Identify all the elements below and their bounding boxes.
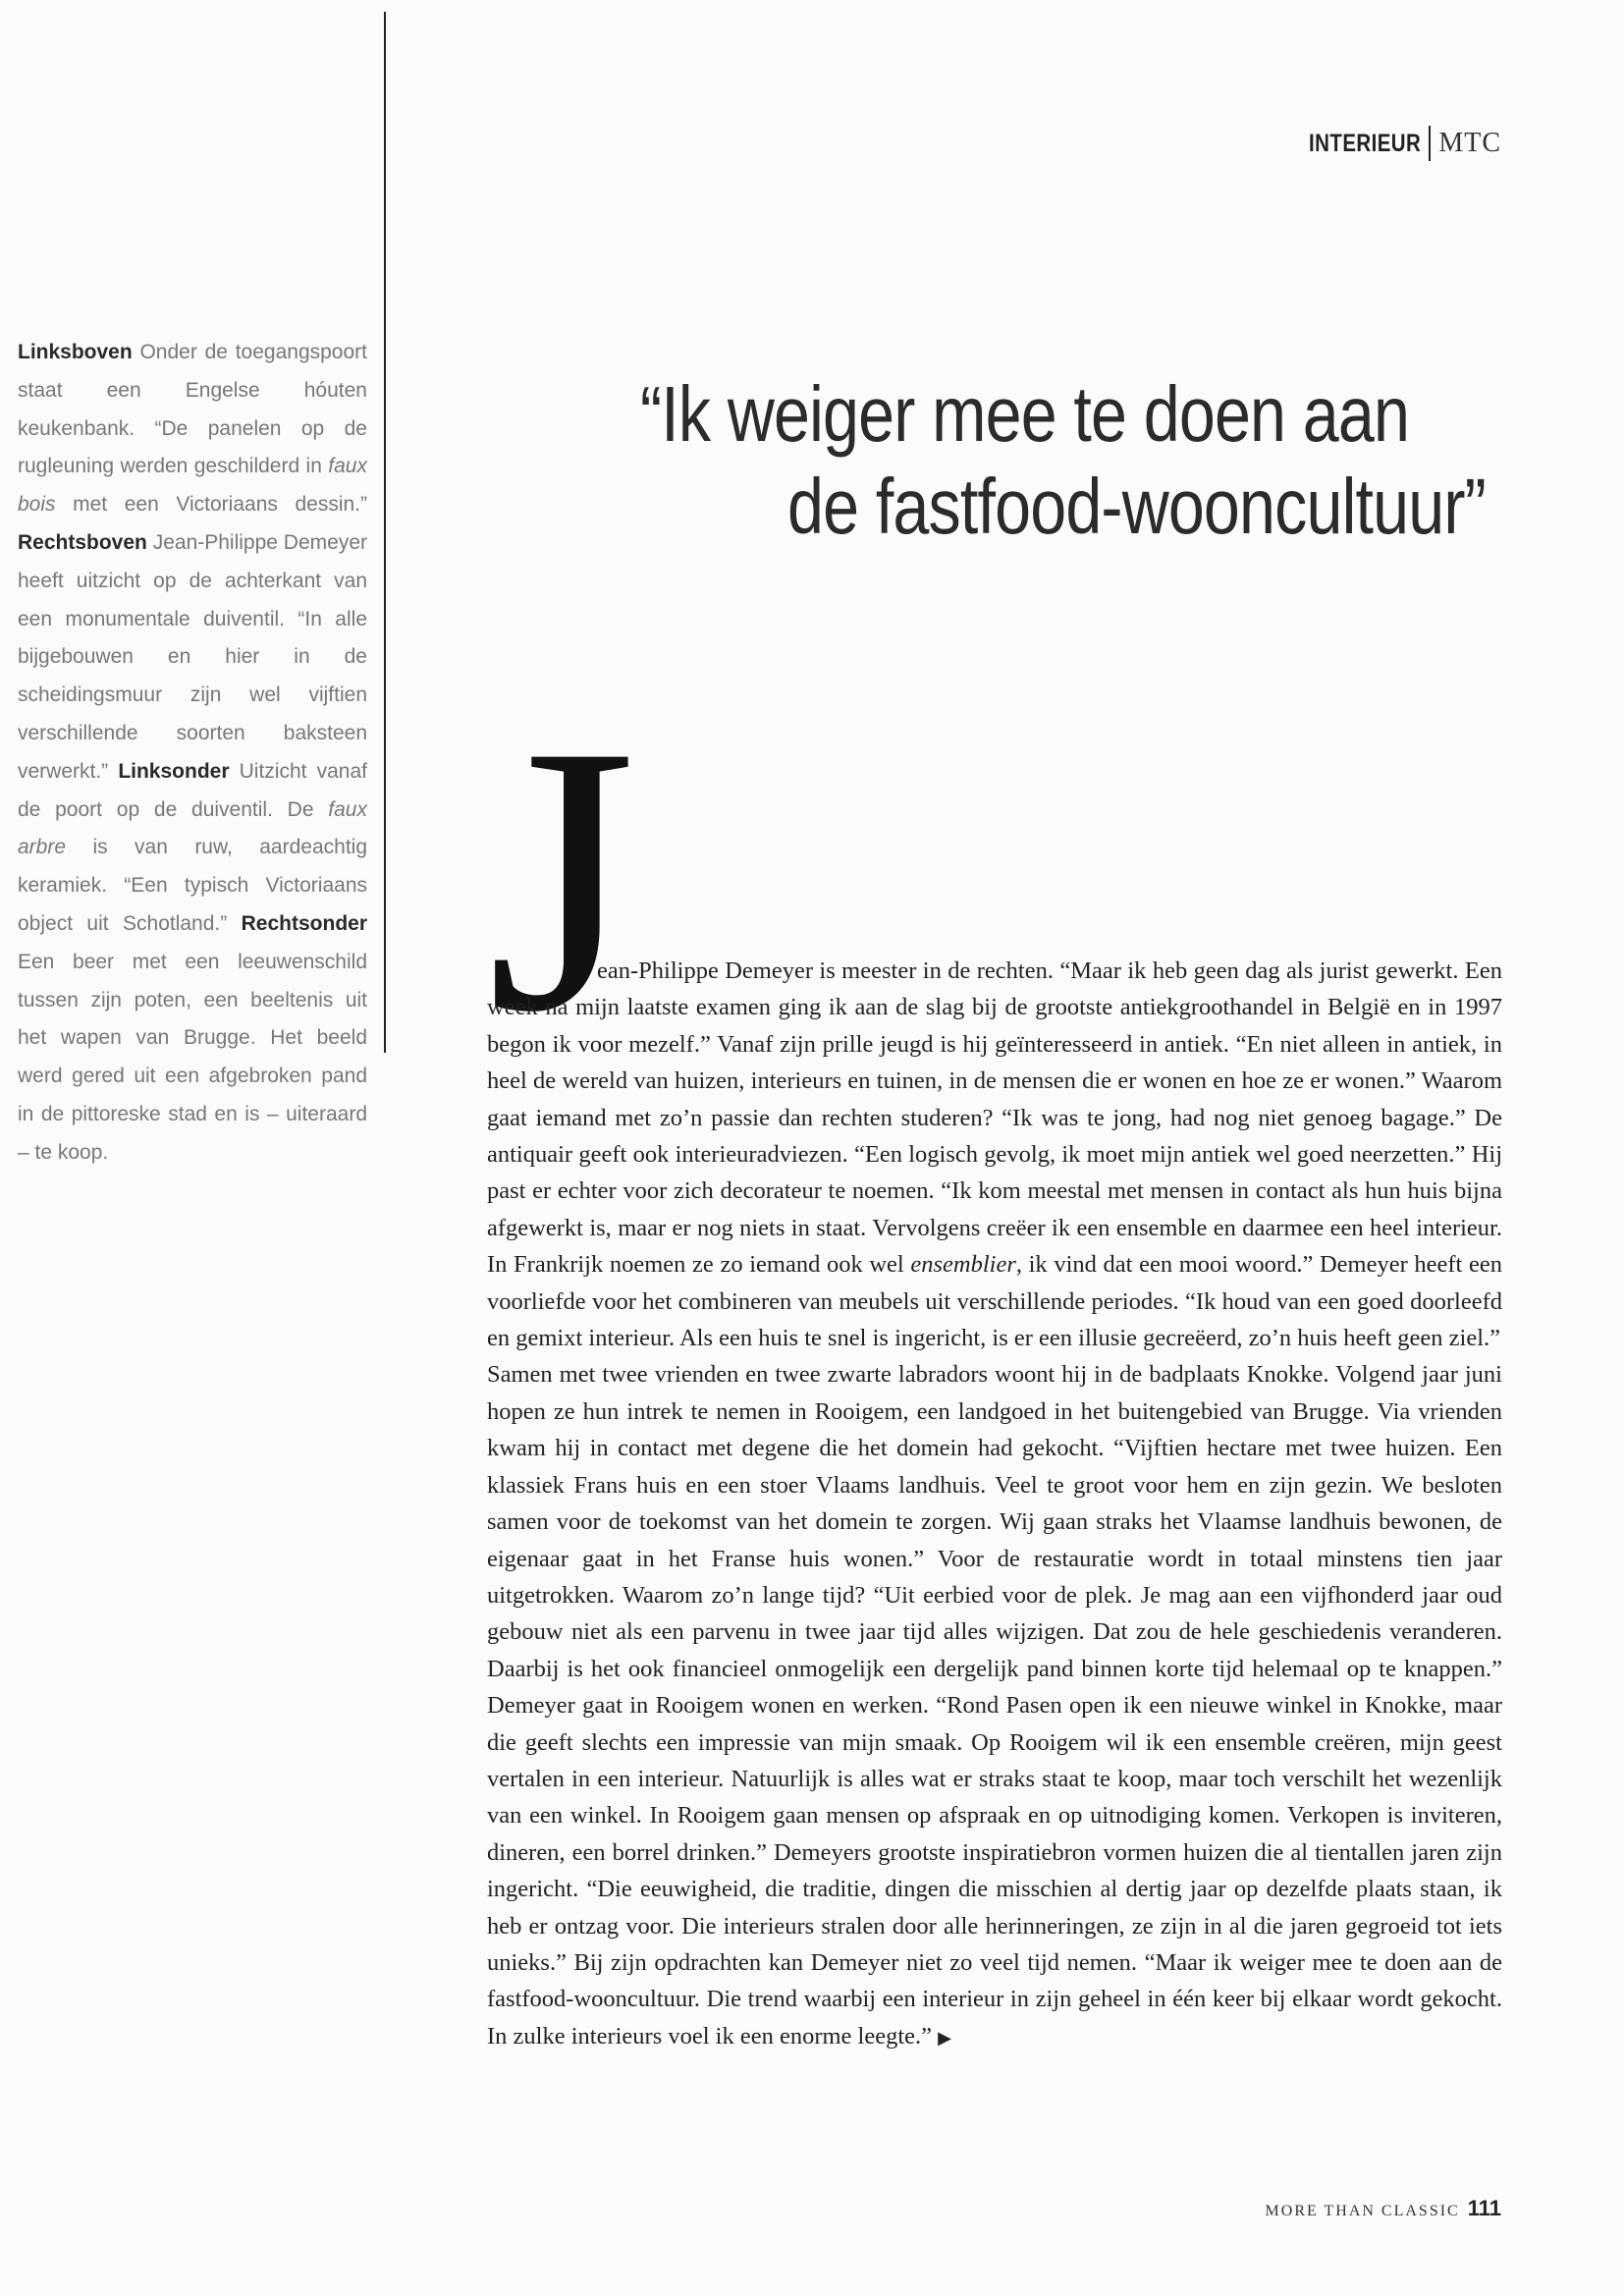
magazine-name: MORE THAN CLASSIC bbox=[1265, 2203, 1460, 2219]
continue-arrow-icon: ▶ bbox=[938, 2027, 952, 2048]
publication-label: MTC bbox=[1438, 128, 1501, 158]
caption-text-bottom-left-end: is van ruw, aardeachtig keramiek. “Een typisch Victoriaans object uit Schotland.” bbox=[18, 836, 367, 935]
article-body bbox=[487, 953, 1502, 2056]
running-header bbox=[1284, 126, 1501, 161]
caption-text-top-right: Jean-Philippe Demeyer heeft uitzicht op de achterkant van een monumentale duiventil. “In alle bijgebouwen en hier in de scheidingsmuur zijn wel vijftien verschillende soorten baksteen verwerkt.” bbox=[18, 530, 367, 783]
caption-text-top-left: Onder de toegangspoort staat een Engelse hóuten keukenbank. “De panelen op de rugleuning werden geschilderd in bbox=[18, 341, 367, 478]
paragraph-text: ean-Philippe Demeyer is meester in de rechten. “Maar ik heb geen dag als jurist gewerkt. Een week na mijn laatste examen ging ik aan de slag bij de grootste antiekgroothandel in België en in 1997 begon ik voor mezelf.” Vanaf zijn prille jeugd is hij geïnteresseerd in antiek. “En niet alleen in antiek, in heel de wereld van huizen, interieurs en tuinen, in de mensen die er wonen en hoe ze er wonen.” Waarom gaat iemand met zo’n passie dan rechten studeren? “Ik was te jong, had nog niet genoeg bagage.” De antiquair geeft ook interieuradviezen. “Een logisch gevolg, ik moet mijn antiek wel goed neerzetten.” Hij past er echter voor zich decorateur te noemen. “Ik kom meestal met mensen in contact als hun huis bijna afgewerkt is, maar er nog niets in staat. Vervolgens creëer ik een ensemble en daarmee een heel interieur. In Frankrijk noemen ze zo iemand ook wel bbox=[487, 957, 1502, 1279]
headline-line-1: “Ik weiger mee te doen aan bbox=[640, 370, 1410, 458]
caption-text-bottom-right: Een beer met een leeuwenschild tussen zijn poten, een beeltenis uit het wapen van Brugge. Het beeld werd gered uit een afgebroken pand in de pittoreske stad en is – uiteraard – te koop. bbox=[18, 950, 367, 1164]
paragraph-text: , ik vind dat een mooi woord.” Demeyer heeft een voorliefde voor het combineren van meubels uit verschillende periodes. “Ik houd van een goed doorleefd en gemixt interieur. Als een huis te snel is ingericht, is er een illusie gecreëerd, zo’n huis heeft geen ziel.” bbox=[487, 1251, 1502, 1352]
caption-label-top-right: Rechtsboven bbox=[18, 530, 147, 554]
section-label: INTERIEUR bbox=[1309, 129, 1422, 157]
article-paragraph bbox=[487, 1356, 1502, 2056]
caption-text-bottom-left: Uitzicht vanaf de poort op de duiventil. De bbox=[18, 759, 367, 821]
caption-label-top-left: Linksboven bbox=[18, 341, 133, 363]
drop-cap: J bbox=[487, 667, 636, 1091]
article-paragraph bbox=[487, 953, 1502, 1356]
photo-captions bbox=[18, 334, 367, 1173]
column-divider bbox=[384, 12, 386, 1053]
article-headline bbox=[550, 368, 1492, 553]
caption-label-bottom-left: Linksonder bbox=[118, 759, 230, 783]
caption-emphasis: faux bois bbox=[18, 455, 367, 517]
paragraph-text: Samen met twee vrienden en twee zwarte labradors woont hij in de badplaats Knokke. Volgend jaar juni hopen ze hun intrek te nemen in Rooigem, een landgoed in het buitengebied van Brugge. Via vrienden kwam hij in contact met degene die het domein had gekocht. “Vijftien hectare met twee huizen. Een klassiek Frans huis en een stoer Vlaams landhuis. Veel te groot voor hem en zijn gezin. We besloten samen voor de toekomst van het domein te zorgen. Wij gaan straks het Vlaamse landhuis bewonen, de eigenaar gaat in het Franse huis wonen.” Voor de restauratie wordt in totaal minstens tien jaar uitgetrokken. Waarom zo’n lange tijd? “Uit eerbied voor de plek. Je mag aan een vijfhonderd jaar oud gebouw niet als een parvenu in twee jaar tijd alles wijzigen. Dat zou de hele geschiedenis veranderen. Daarbij is het ook financieel onmogelijk een dergelijk pand binnen korte tijd helemaal op te knappen.” Demeyer gaat in Rooigem wonen en werken. “Rond Pasen open ik een nieuwe winkel in Knokke, maar die geeft slechts een impressie van mijn smaak. Op Rooigem wil ik een ensemble creëren, mijn geest vertalen in een interieur. Natuurlijk is alles wat er straks staat te koop, maar toch verschilt het wezenlijk van een winkel. In Rooigem gaan mensen op afspraak en op uitnodiging komen. Verkopen is inviteren, dineren, een borrel drinken.” Demeyers grootste inspiratiebron vormen huizen die al tientallen jaren zijn ingericht. “Die eeuwigheid, die traditie, dingen die misschien al dertig jaar op dezelfde plaats staan, ik heb er ontzag voor. Die interieurs stralen door alle herinneringen, ze zijn in al die jaren gegroeid tot iets unieks.” Bij zijn opdrachten kan Demeyer niet zo veel tijd nemen. “Maar ik weiger mee te doen aan de fastfood-wooncultuur. Die trend waarbij een interieur in zijn geheel in één keer bij elkaar wordt gekocht. In zulke interieurs voel ik een enorme leegte.” bbox=[487, 1361, 1502, 2050]
caption-emphasis: faux arbre bbox=[18, 797, 367, 859]
headline-line-2: de fastfood-wooncultuur” bbox=[787, 463, 1486, 550]
page-footer bbox=[1266, 2196, 1501, 2221]
page-number: 111 bbox=[1467, 2196, 1501, 2220]
caption-label-bottom-right: Rechtsonder bbox=[241, 911, 367, 935]
paragraph-emphasis: ensemblier bbox=[910, 1251, 1016, 1279]
caption-text-top-left-end: met een Victoriaans dessin.” bbox=[55, 493, 367, 517]
header-divider bbox=[1429, 126, 1431, 161]
